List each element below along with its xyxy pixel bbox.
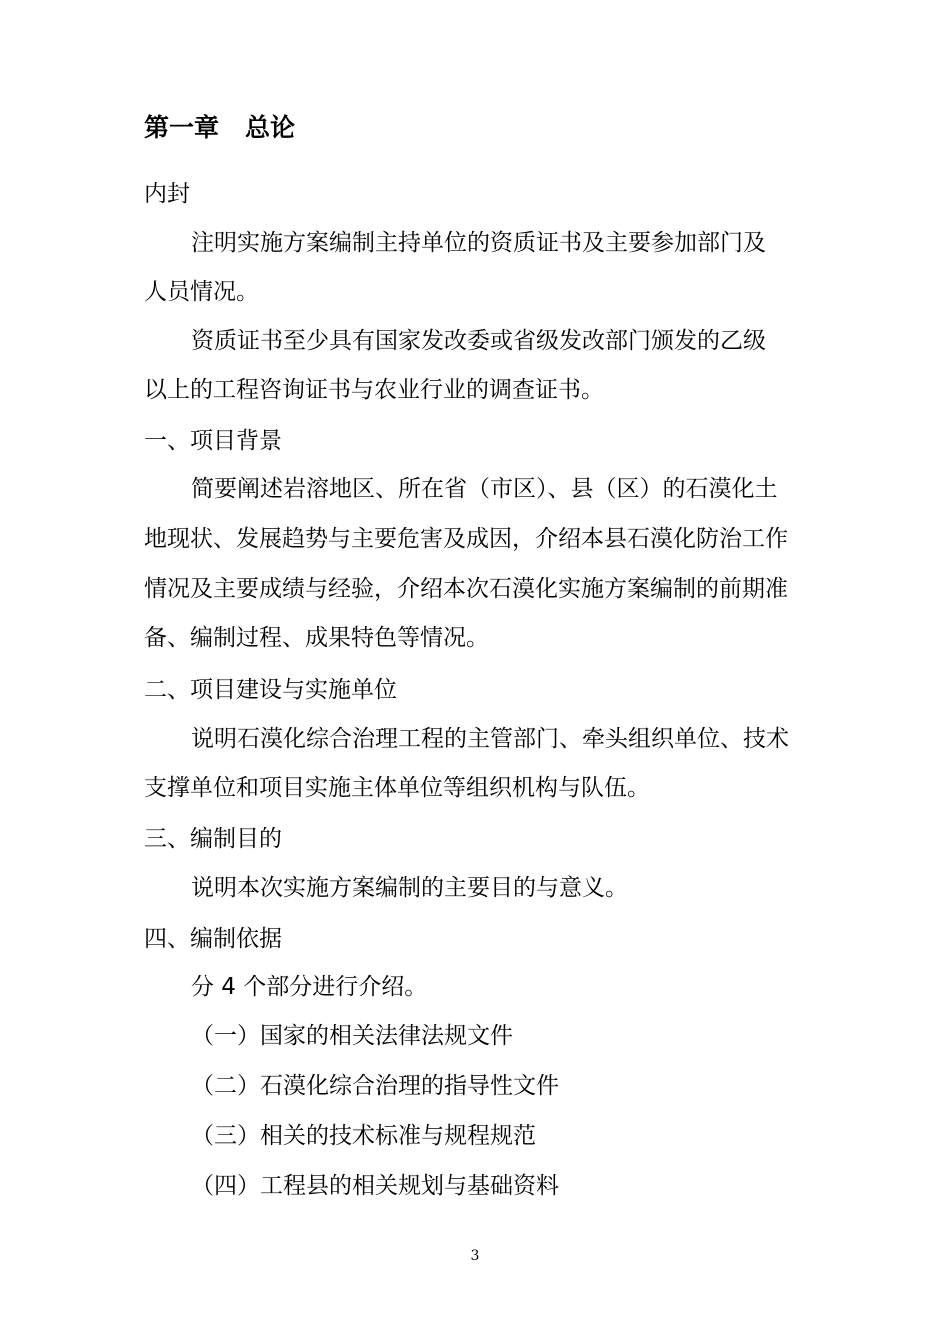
paragraph-line: 地现状、发展趋势与主要危害及成因，介绍本县石漠化防治工作 [144, 526, 788, 552]
paragraph-line: 注明实施方案编制主持单位的资质证书及主要参加部门及 [191, 230, 766, 256]
paragraph-line: 人员情况。 [144, 279, 259, 305]
section-heading: 四、编制依据 [144, 926, 282, 952]
list-item: （二）石漠化综合治理的指导性文件 [191, 1073, 559, 1099]
paragraph-line: 说明本次实施方案编制的主要目的与意义。 [191, 875, 628, 901]
paragraph-line: 以上的工程咨询证书与农业行业的调查证书。 [144, 377, 604, 403]
paragraph-line: 分 4 个部分进行介绍。 [191, 974, 428, 1000]
section-heading: 三、编制目的 [144, 826, 282, 852]
paragraph-line: 简要阐述岩溶地区、所在省（市区）、县（区）的石漠化土 [191, 476, 778, 502]
chapter-heading [144, 111, 295, 145]
page-number: 3 [470, 1248, 480, 1264]
chapter-number: 第一章 [144, 113, 220, 142]
paragraph-line: 备、编制过程、成果特色等情况。 [144, 625, 489, 651]
paragraph-line: 说明石漠化综合治理工程的主管部门、牵头组织单位、技术 [191, 726, 789, 752]
list-item: （一）国家的相关法律法规文件 [191, 1023, 513, 1049]
section-heading: 二、项目建设与实施单位 [144, 677, 397, 703]
list-item: （三）相关的技术标准与规程规范 [191, 1123, 536, 1149]
list-item: （四）工程县的相关规划与基础资料 [191, 1173, 559, 1199]
paragraph-line: 情况及主要成绩与经验，介绍本次石漠化实施方案编制的前期准 [144, 576, 788, 602]
section-label-inner-cover: 内封 [144, 181, 190, 207]
paragraph-line: 资质证书至少具有国家发改委或省级发改部门颁发的乙级 [191, 328, 766, 354]
paragraph-line: 支撑单位和项目实施主体单位等组织机构与队伍。 [144, 775, 650, 801]
chapter-title: 总论 [245, 113, 296, 142]
section-heading: 一、项目背景 [144, 428, 282, 454]
